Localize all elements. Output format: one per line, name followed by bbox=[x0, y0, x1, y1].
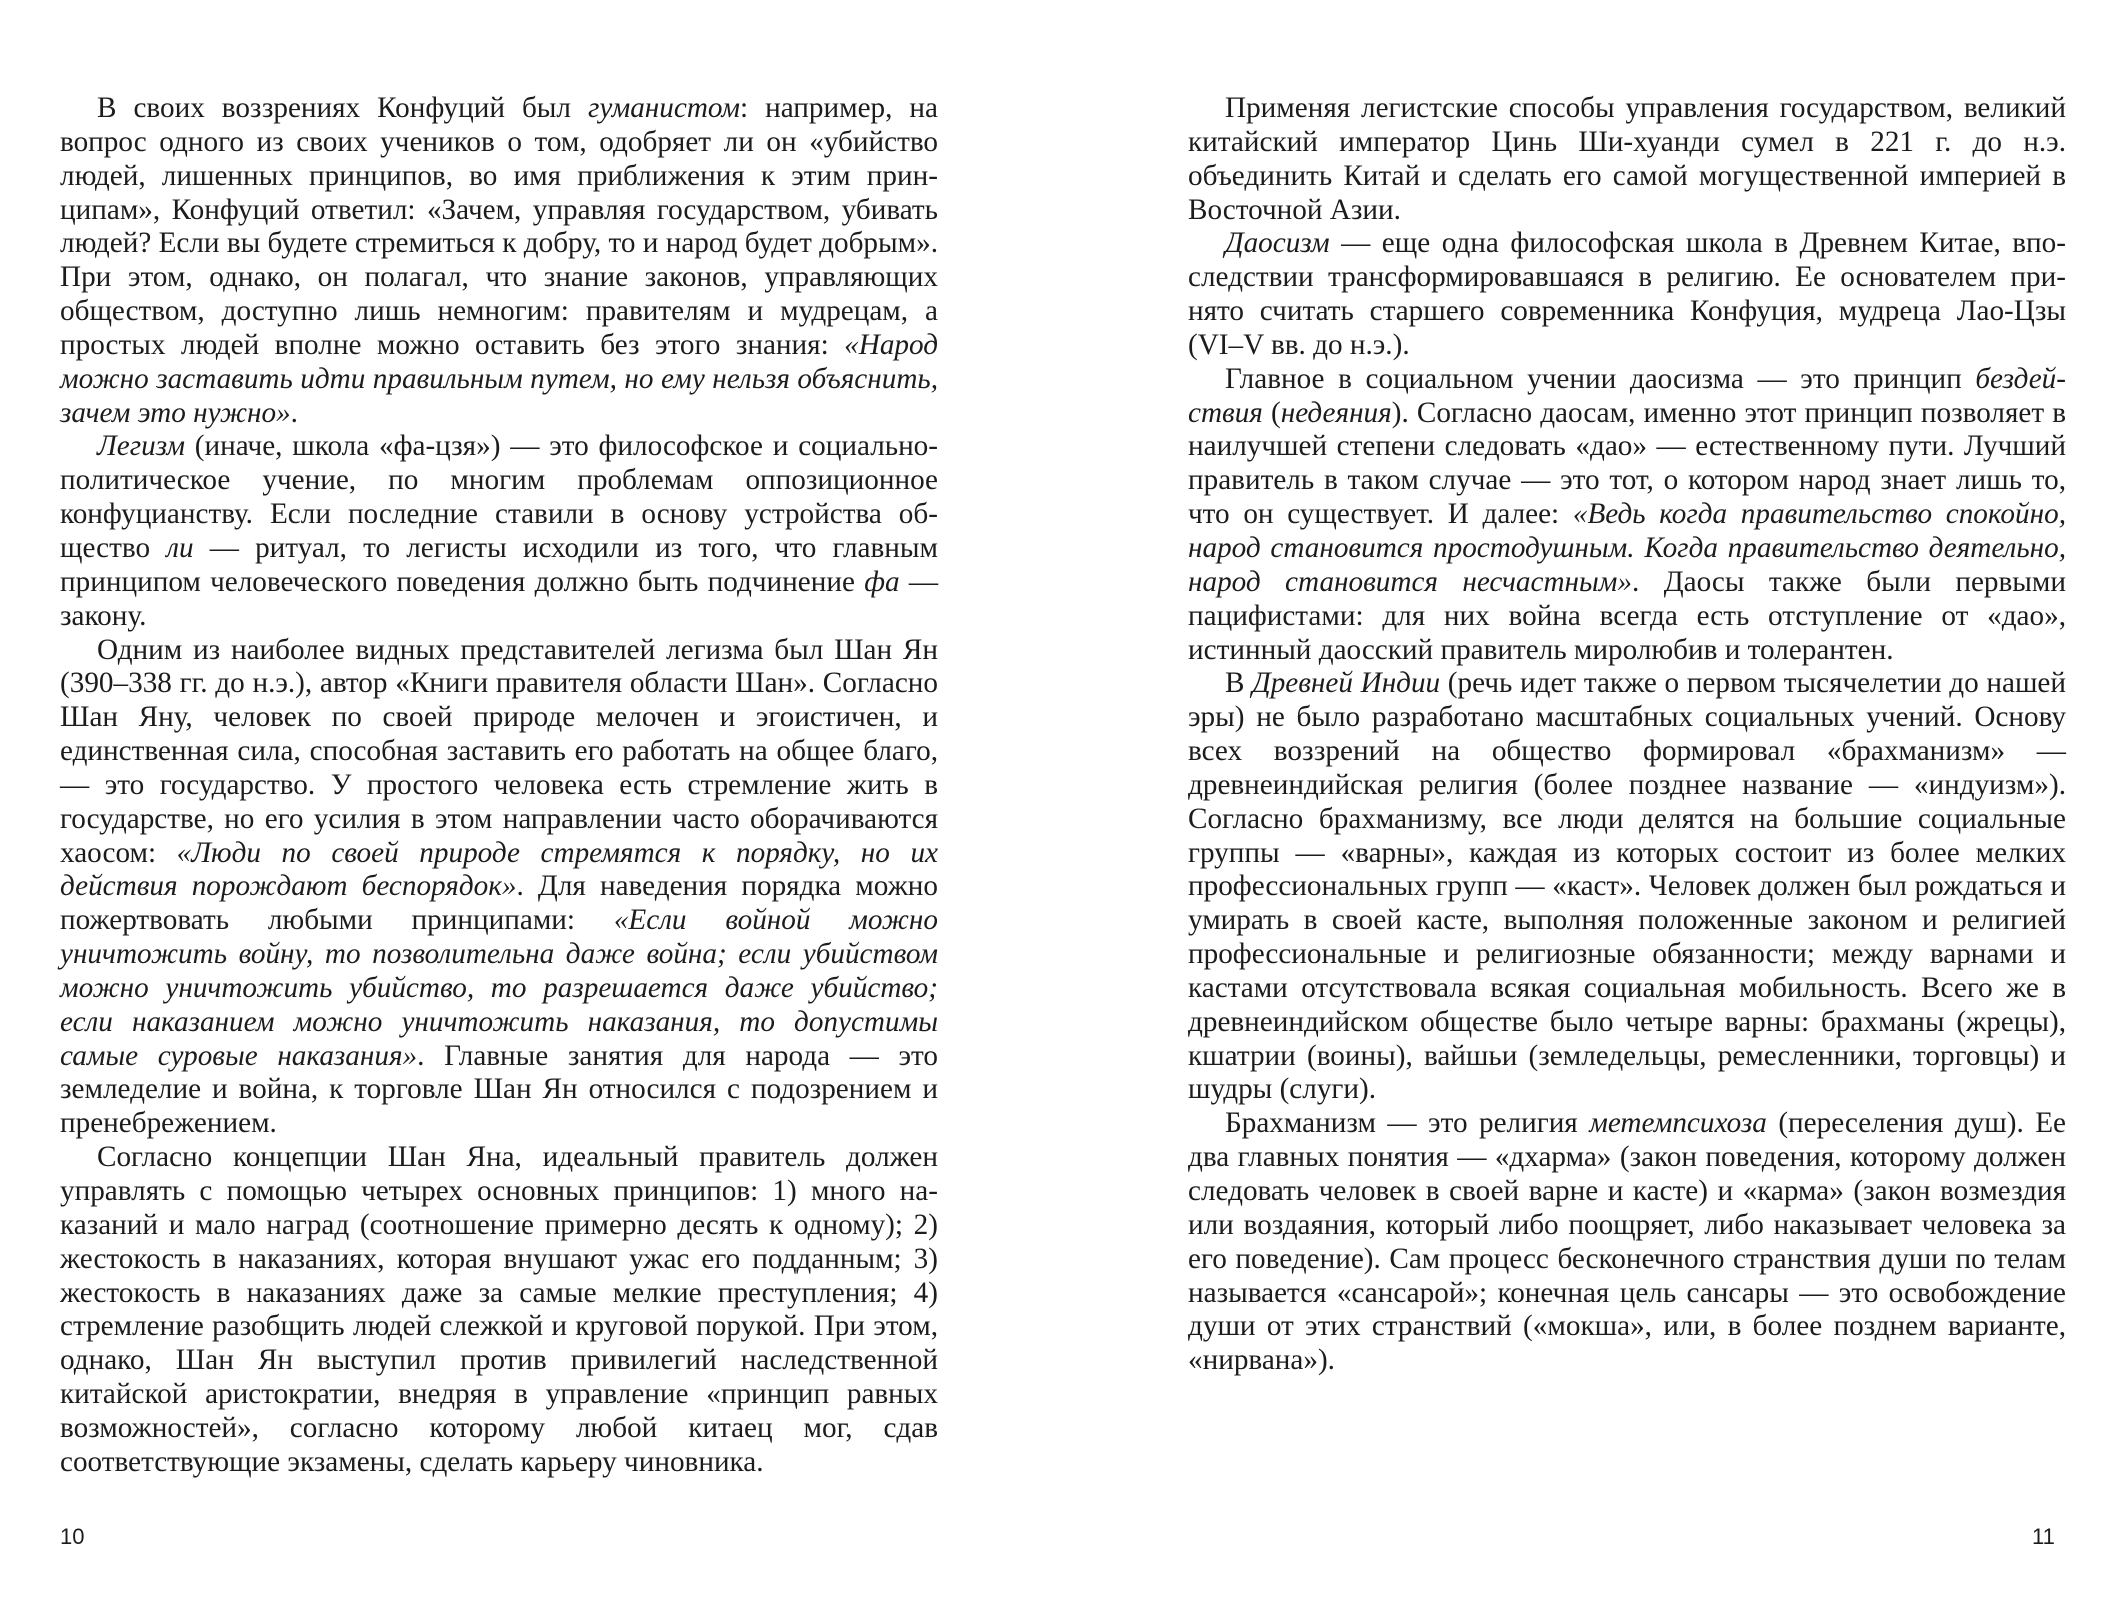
text-run: (речь идет также о первом тысячелетии до нашей эры) не было разработано масштабных социальных учений. Основу всех воззрений на общество формировал «брахманизм» — древнеиндийская религия (более позднее название — «индуизм»). Согласно брахманизму, все люди делятся на большие социальные группы — «варны», каждая из которых состоит из более мелких профессиональных групп — «каст». Человек должен был рождаться и умирать в своей касте, выполняя положенные законом и религией профессиональные и религиозные обязанности; между варнами и кастами отсутствовала всякая социальная мобильность. Всего же в древнеиндийском обществе было четыре варны: брахманы (жрецы), кшатрии (воины), вайшьи (земледельцы, ремесленники, торговцы) и шудры (слуги). bbox=[1188, 667, 2067, 1106]
right-page-number: 11 bbox=[2032, 1524, 2055, 1549]
paragraph bbox=[60, 1141, 938, 1479]
text-run: . Главные занятия для народа — это земледелие и война, к торговле Шан Ян относился с подозрением и пренебрежением. bbox=[60, 1039, 938, 1140]
text-run: — закону. bbox=[60, 565, 939, 632]
left-page-number: 10 bbox=[60, 1524, 85, 1549]
paragraph bbox=[60, 430, 938, 633]
text-run: Согласно концепции Шан Яна, идеальный правитель должен управлять с помощью четырех основных принципов: 1) много наказаний и мало наград (соотношение примерно десять к одному); 2) жестокость в наказаниях, которая внушают ужас его подданным; 3) жестокость в наказаниях даже за самые мелкие преступления; 4) стремление разобщить людей слежкой и круговой порукой. При этом, однако, Шан Ян выступил против привилегий наследственной китайской аристократии, внедряя в управление «принцип равных возможностей», согласно которому любой китаец мог, сдав соответствующие экзамены, сделать карьеру чиновника. bbox=[60, 1141, 938, 1478]
italic-text: недеяния bbox=[1280, 396, 1392, 429]
text-run: ). Согласно даосам, именно этот принцип позволяет в наилучшей степени следовать «дао» — естественному пути. Лучший правитель в таком случае — это тот, о котором народ знает лишь то, что он существует. И далее: bbox=[1188, 396, 2066, 531]
text-run: : например, на вопрос одного из своих учеников о том, одобряет ли он «убийство людей, лишенных принципов, во имя приближения к этим принципам», Конфуций ответил: «Зачем, управляя государством, убивать людей? Если вы будете стремиться к добру, то и народ будет добрым». При этом, однако, он полагал, что знание законов, управляющих обществом, доступно лишь немногим: правителям и мудрецам, а простых людей вполне можно оставить без этого знания: bbox=[60, 92, 938, 361]
paragraph bbox=[1188, 667, 2066, 1107]
italic-text: «Ведь когда правительство спокойно, народ становится простодушным. Когда правительство деятельно, народ становится несчастным» bbox=[1188, 498, 2066, 598]
italic-text: Легизм bbox=[97, 430, 185, 463]
text-run: . Даосы также были первыми пацифистами: для них война всегда есть отступление от «дао», истинный даосский правитель миролюбив и толерантен. bbox=[1188, 565, 2067, 666]
text-run: В своих воззрениях Конфуций был bbox=[97, 92, 588, 124]
text-run: . Для наведения порядка можно пожертвовать любыми принципами: bbox=[60, 870, 939, 937]
right-page-body bbox=[1188, 92, 2066, 1378]
text-run: . bbox=[290, 396, 298, 429]
italic-text: Даосизм bbox=[1225, 227, 1330, 260]
text-run: (переселения душ). Ее два главных понятия — «дхарма» (закон поведения, которому должен следовать человек в своей варне и касте) и «карма» (закон возмездия или воздаяния, который либо поощряет, либо наказывает человека за его поведение). Сам процесс бесконечного странствия души по телам называется «сансарой»; конечная цель сансары — это освобождение души от этих странствий («мокша», или, в более позднем варианте, «нирвана»). bbox=[1188, 1107, 2066, 1377]
italic-text: метемпсихоза bbox=[1589, 1107, 1767, 1140]
paragraph bbox=[1188, 227, 2066, 362]
italic-text: «Если войной можно уничтожить войну, то позволительна даже война; если убийством можно уничтожить убийство, то разрешается даже убийство; если наказанием можно уничтожить наказания, то допустимы самые суровые наказания» bbox=[60, 904, 938, 1072]
text-run: — ритуал, то легисты исходили из того, что главным принципом человеческого поведения должно быть подчинение bbox=[60, 531, 938, 598]
text-run: ( bbox=[1262, 396, 1281, 429]
paragraph bbox=[60, 634, 938, 1142]
paragraph bbox=[1188, 92, 2066, 227]
text-run: В bbox=[1225, 667, 1253, 700]
italic-text: ли bbox=[166, 531, 194, 564]
text-run: — еще одна философская школа в Древнем Китае, впоследствии трансформировавшаяся в религию. Ее основателем принято считать старшего современника Конфуция, мудреца Лао-Цзы (VI–V вв. до н.э.). bbox=[1188, 227, 2066, 361]
paragraph bbox=[1188, 1107, 2066, 1378]
italic-text: «Народ можно заставить идти правильным путем, но ему нельзя объяснить, зачем это нужно» bbox=[60, 328, 938, 429]
text-run: (иначе, школа «фа-цзя») — это философское и социально-политическое учение, по многим проблемам оппозиционное конфуцианству. Если последние ставили в основу устройства общество bbox=[60, 430, 938, 564]
left-page-body bbox=[60, 92, 938, 1480]
italic-text: бездействия bbox=[1188, 362, 2066, 429]
paragraph bbox=[1188, 363, 2066, 668]
italic-text: «Люди по своей природе стремятся к порядку, но их действия порождают беспорядок» bbox=[60, 836, 938, 903]
text-run: Главное в социальном учении даосизма — это принцип bbox=[1225, 362, 1976, 395]
italic-text: Древней Индии bbox=[1252, 667, 1441, 700]
text-run: Применяя легистские способы управления государством, великий китайский император Цинь Ши-хуанди сумел в 221 г. до н.э. объединить Китай и сделать его самой могущественной империей в Восточной Азии. bbox=[1188, 92, 2066, 226]
paragraph bbox=[60, 92, 938, 430]
text-run: Брахманизм — это религия bbox=[1225, 1107, 1590, 1140]
text-run: Одним из наиболее видных представителей легизма был Шан Ян (390–338 гг. до н.э.), автор «Книги правителя области Шан». Согласно Шан Яну, человек по своей природе мелочен и эгоистичен, и единственная сила, способная заставить его работать на общее благо, — это государство. У простого человека есть стремление жить в государстве, но его усилия в этом направлении часто оборачиваются хаосом: bbox=[60, 633, 938, 869]
italic-text: фа bbox=[864, 565, 900, 598]
italic-text: гуманистом bbox=[587, 92, 741, 124]
